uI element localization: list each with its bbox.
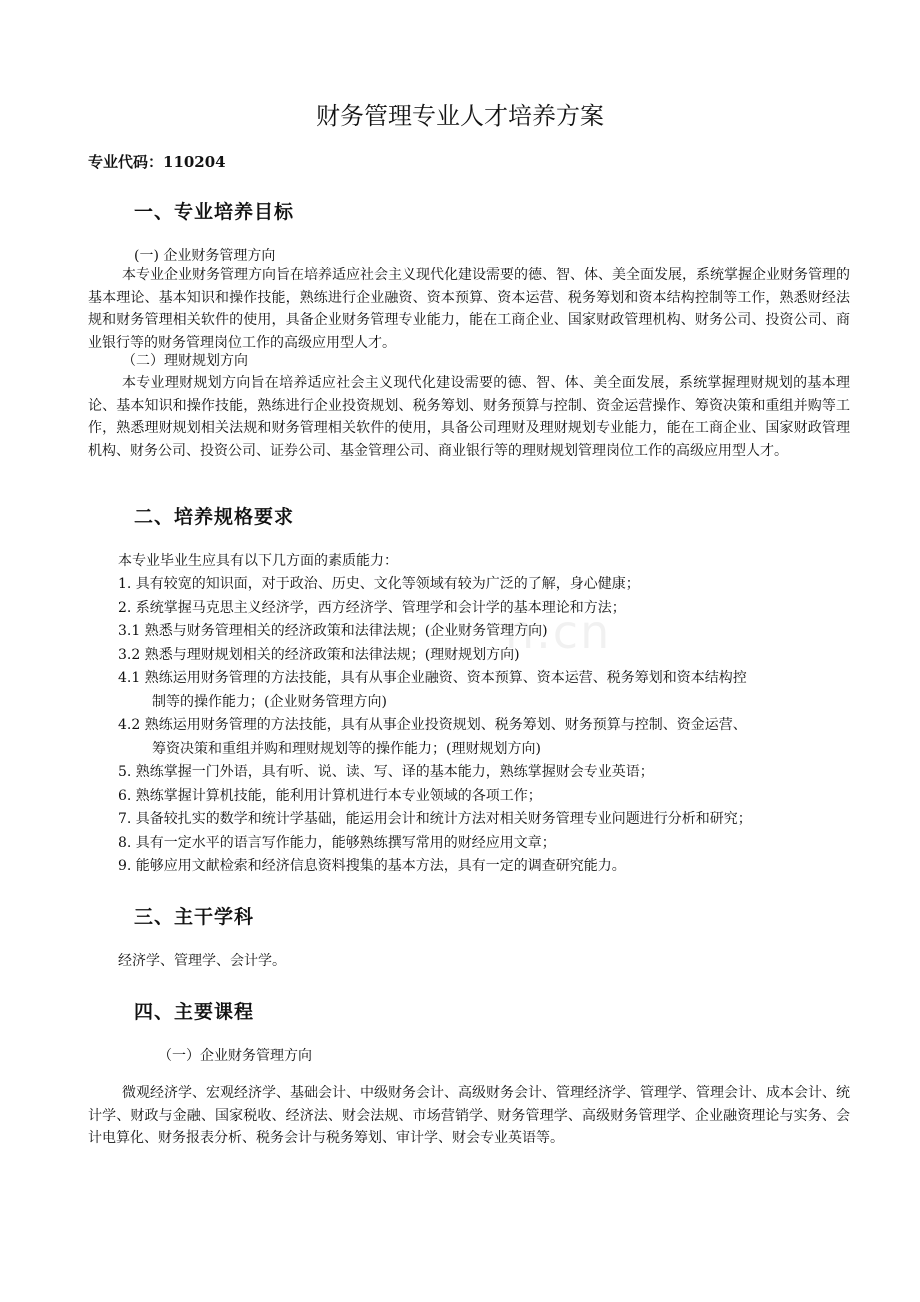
list-item: 8. 具有一定水平的语言写作能力，能够熟练撰写常用的财经应用文章； xyxy=(118,834,556,851)
watermark: n.cn xyxy=(505,605,612,659)
subsection-label-wealth-planning: （二）理财规划方向 xyxy=(122,353,248,369)
list-item-continuation: 筹资决策和重组并购和理财规划等的操作能力；(理财规划方向) xyxy=(152,740,541,757)
section-heading-courses: 四、主要课程 xyxy=(134,1001,255,1023)
list-item: 5. 熟练掌握一门外语，具有听、说、读、写、译的基本能力，熟练掌握财会专业英语； xyxy=(118,764,654,780)
list-item: 4.1 熟练运用财务管理的方法技能，具有从事企业融资、资本预算、资本运营、税务筹划和资本结构控 xyxy=(118,670,747,686)
major-code: 专业代码：110204 xyxy=(88,153,226,171)
paragraph-enterprise-finance: 本专业企业财务管理方向旨在培养适应社会主义现代化建设需要的德、智、体、美全面发展，系统掌握企业财务管理的基本理论、基本知识和操作技能，熟练进行企业融资、资本预算、资本运营、税务筹划和资本结构控制等工作，熟悉财经法规和财务管理相关软件的使用，具备企业财务管理专业能力，能在工商企业、国家财政管理机构、财务公司、投资公司、商业银行等的财务管理岗位工作的高级应用型人才。 xyxy=(88,267,850,351)
disciplines-text: 经济学、管理学、会计学。 xyxy=(118,953,286,969)
page-title: 财务管理专业人才培养方案 xyxy=(316,102,604,130)
list-item: 3.1 熟悉与财务管理相关的经济政策和法律法规；(企业财务管理方向) xyxy=(118,623,548,639)
subsection-label-enterprise-finance: (一) 企业财务管理方向 xyxy=(134,248,276,264)
list-item: 6. 熟练掌握计算机技能，能利用计算机进行本专业领域的各项工作； xyxy=(118,787,542,804)
list-item: 4.2 熟练运用财务管理的方法技能，具有从事企业投资规划、税务筹划、财务预算与控制、资金运营、 xyxy=(118,717,747,733)
list-item: 1. 具有较宽的知识面，对于政治、历史、文化等领域有较为广泛的了解，身心健康； xyxy=(118,576,640,592)
requirements-list xyxy=(118,573,853,879)
list-item-continuation: 制等的操作能力；(企业财务管理方向) xyxy=(152,693,387,710)
section-heading-disciplines: 三、主干学科 xyxy=(134,906,255,928)
section-heading-requirements: 二、培养规格要求 xyxy=(134,506,295,528)
list-item: 7. 具备较扎实的数学和统计学基础，能运用会计和统计方法对相关财务管理专业问题进行分析和研究； xyxy=(118,811,752,827)
section-heading-objectives: 一、专业培养目标 xyxy=(134,201,295,223)
requirements-intro: 本专业毕业生应具有以下几方面的素质能力： xyxy=(118,553,398,569)
subsection-label-courses-enterprise: （一）企业财务管理方向 xyxy=(158,1048,312,1064)
list-item: 2. 系统掌握马克思主义经济学，西方经济学、管理学和会计学的基本理论和方法； xyxy=(118,599,626,616)
paragraph-wealth-planning: 本专业理财规划方向旨在培养适应社会主义现代化建设需要的德、智、体、美全面发展，系统掌握理财规划的基本理论、基本知识和操作技能，熟练进行企业投资规划、税务筹划、财务预算与控制、资金运营操作、筹资决策和重组并购等工作，熟悉理财规划相关法规和财务管理相关软件的使用，具备公司理财及理财规划专业能力，能在工商企业、国家财政管理机构、财务公司、投资公司、证券公司、基金管理公司、商业银行等的理财规划管理岗位工作的高级应用型人才。 xyxy=(88,375,850,459)
paragraph-courses: 微观经济学、宏观经济学、基础会计、中级财务会计、高级财务会计、管理经济学、管理学、管理会计、成本会计、统计学、财政与金融、国家税收、经济法、财会法规、市场营销学、财务管理学、高级财务管理学、企业融资理论与实务、会计电算化、财务报表分析、税务会计与税务筹划、审计学、财会专业英语等。 xyxy=(88,1085,850,1146)
list-item: 3.2 熟悉与理财规划相关的经济政策和法律法规；(理财规划方向) xyxy=(118,646,520,663)
list-item: 9. 能够应用文献检索和经济信息资料搜集的基本方法，具有一定的调查研究能力。 xyxy=(118,858,626,874)
